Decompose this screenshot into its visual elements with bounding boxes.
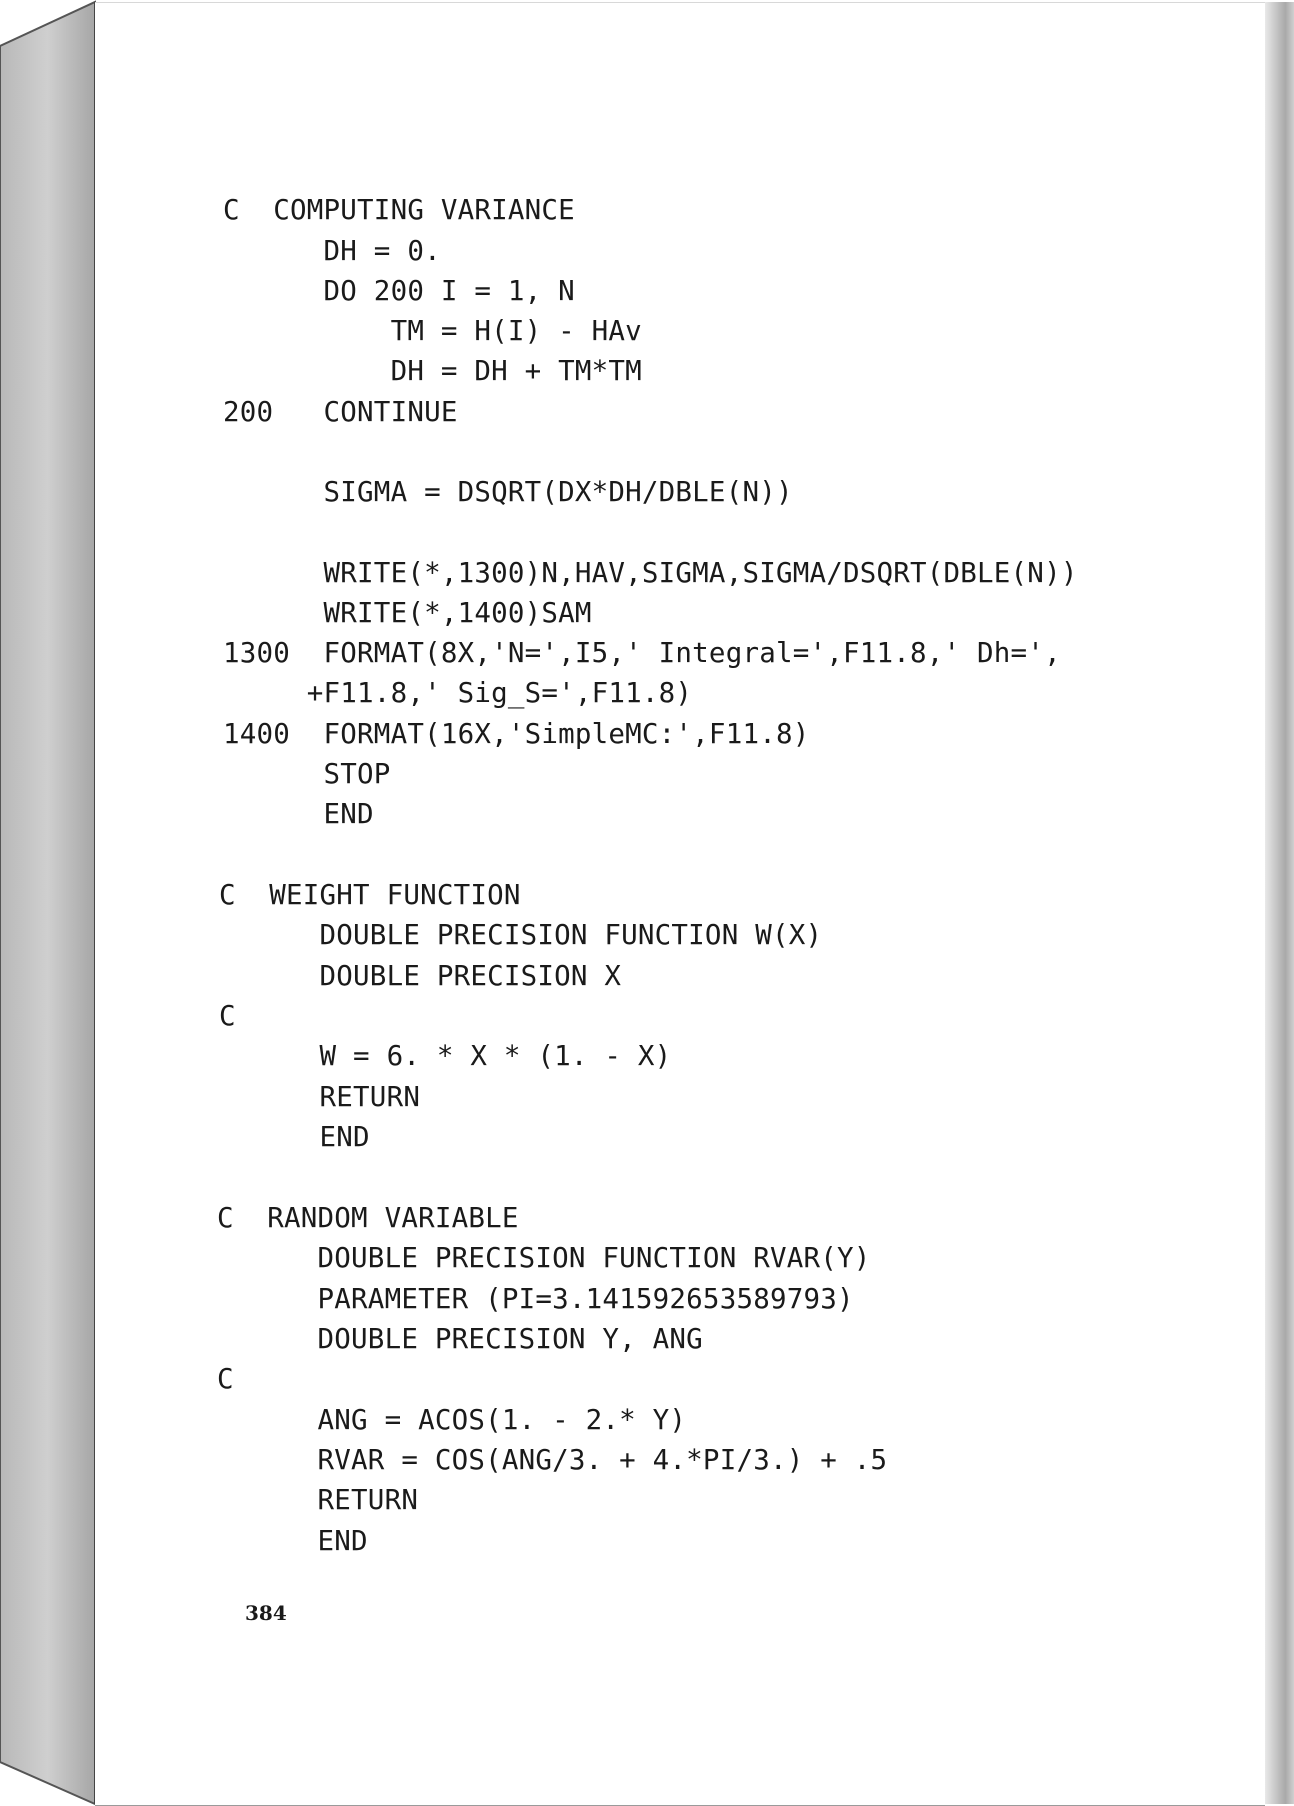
code-line: PARAMETER (PI=3.141592653589793) bbox=[217, 1283, 854, 1315]
code-line: RVAR = COS(ANG/3. + 4.*PI/3.) + .5 bbox=[217, 1444, 888, 1476]
code-line: C bbox=[219, 1000, 236, 1032]
code-line: END bbox=[223, 798, 374, 830]
code-line: DH = DH + TM*TM bbox=[223, 355, 642, 387]
code-line: 200 CONTINUE bbox=[223, 396, 458, 428]
code-line: W = 6. * X * (1. - X) bbox=[219, 1040, 672, 1072]
code-line: SIGMA = DSQRT(DX*DH/DBLE(N)) bbox=[223, 476, 793, 508]
code-line: DOUBLE PRECISION Y, ANG bbox=[217, 1323, 703, 1355]
code-line: C COMPUTING VARIANCE bbox=[223, 194, 575, 226]
code-line: WRITE(*,1300)N,HAV,SIGMA,SIGMA/DSQRT(DBLE(N)) bbox=[223, 557, 1078, 589]
code-line: DOUBLE PRECISION X bbox=[219, 960, 622, 992]
code-line: RETURN bbox=[217, 1484, 419, 1516]
code-line: END bbox=[217, 1525, 368, 1557]
code-line: WRITE(*,1400)SAM bbox=[223, 597, 592, 629]
code-line: DOUBLE PRECISION FUNCTION RVAR(Y) bbox=[217, 1242, 871, 1274]
code-line: C bbox=[217, 1363, 234, 1395]
code-line: RETURN bbox=[219, 1081, 421, 1113]
code-line: TM = H(I) - HAv bbox=[223, 315, 642, 347]
code-line: C WEIGHT FUNCTION bbox=[219, 879, 521, 911]
page-number: 384 bbox=[245, 1601, 287, 1625]
code-line: DO 200 I = 1, N bbox=[223, 275, 575, 307]
code-line: 1400 FORMAT(16X,'SimpleMC:',F11.8) bbox=[223, 718, 810, 750]
code-line: DOUBLE PRECISION FUNCTION W(X) bbox=[219, 919, 823, 951]
code-line: C RANDOM VARIABLE bbox=[217, 1202, 519, 1234]
code-line: END bbox=[219, 1121, 370, 1153]
code-line: 1300 FORMAT(8X,'N=',I5,' Integral=',F11.8,' Dh=', bbox=[223, 637, 1061, 669]
code-line: DH = 0. bbox=[223, 235, 441, 267]
code-line: ANG = ACOS(1. - 2.* Y) bbox=[217, 1404, 687, 1436]
code-line: STOP bbox=[223, 758, 391, 790]
code-line: +F11.8,' Sig_S=',F11.8) bbox=[223, 677, 693, 709]
